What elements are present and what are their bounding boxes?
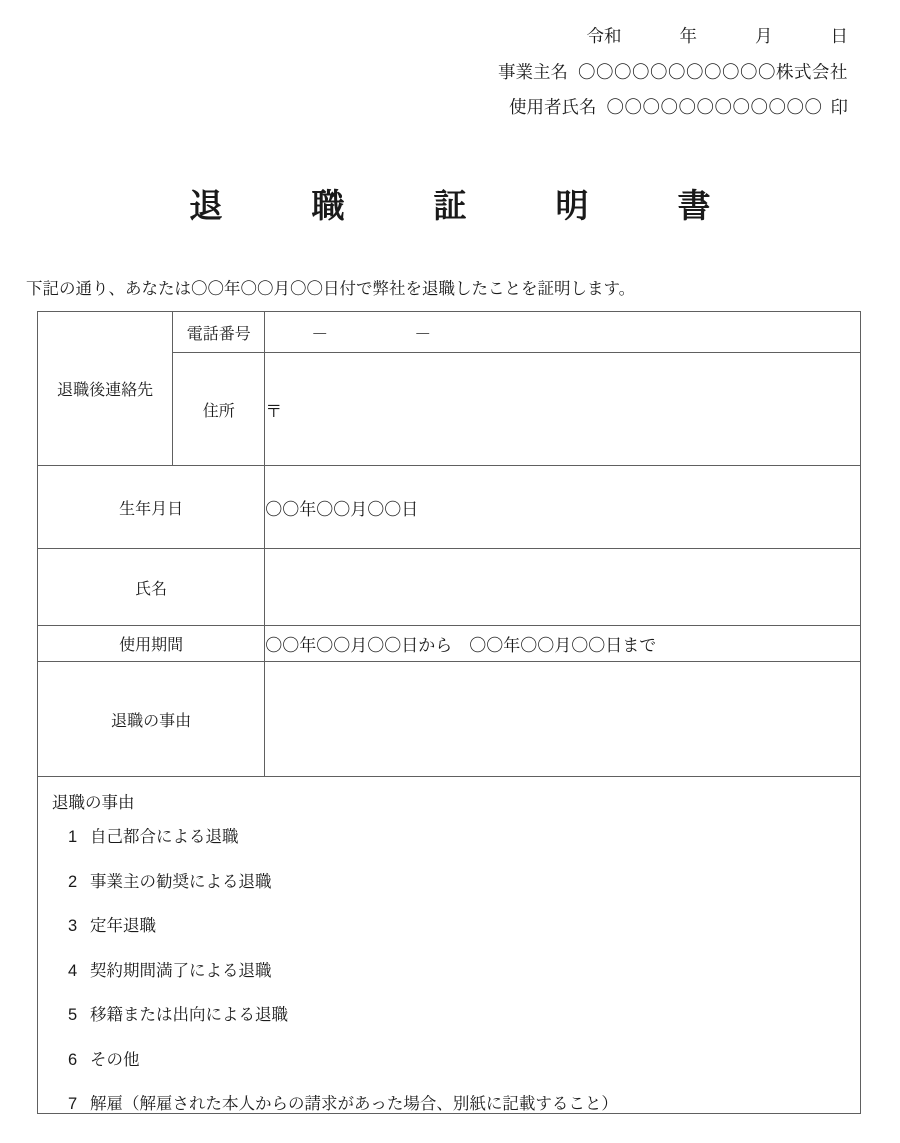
list-item-label: 定年退職 (90, 917, 156, 935)
user-name-label: 使用者氏名 (509, 97, 597, 117)
period-label-cell (38, 626, 265, 662)
reason-options-list (52, 829, 860, 1113)
employer-name-line (498, 61, 848, 82)
list-item-label: 解雇（解雇された本人からの請求があった場合、別紙に記載すること） (90, 1095, 618, 1113)
year-unit-label: 年 (679, 26, 697, 46)
list-item[interactable] (68, 829, 860, 846)
list-item[interactable] (68, 963, 860, 980)
period-value: 〇〇年〇〇月〇〇日から 〇〇年〇〇月〇〇日まで (265, 636, 657, 655)
table-row-period (38, 626, 861, 662)
list-item-number: 6 (68, 1050, 78, 1069)
birthdate-label-cell (38, 466, 265, 549)
postal-code-icon: 〒 (265, 401, 283, 421)
list-item-label: 契約期間満了による退職 (90, 961, 272, 980)
telephone-label: 電話番号 (186, 325, 251, 343)
list-item-number: 1 (68, 828, 78, 846)
telephone-separators (265, 320, 431, 345)
employer-name-label: 事業主名 (498, 61, 568, 82)
list-item-label: その他 (90, 1050, 140, 1069)
list-item[interactable] (68, 1052, 860, 1069)
list-item[interactable] (68, 1007, 860, 1024)
address-label-cell (173, 353, 265, 466)
table-row-reason-options (38, 777, 861, 1114)
date-line (587, 28, 849, 46)
employer-name-value: 〇〇〇〇〇〇〇〇〇〇〇株式会社 (578, 61, 848, 82)
table-row-birthdate (38, 466, 861, 549)
day-unit-label: 日 (830, 26, 848, 46)
birthdate-value: 〇〇年〇〇月〇〇日 (265, 499, 419, 519)
list-item-number: 2 (68, 872, 78, 891)
list-item[interactable] (68, 874, 860, 891)
reason-label: 退職の事由 (111, 712, 192, 730)
name-label-cell (38, 549, 265, 626)
list-item[interactable] (68, 918, 860, 935)
address-value-cell[interactable] (265, 353, 861, 466)
user-name-line (498, 99, 848, 117)
telephone-dash-1: － (311, 324, 329, 344)
era-name-label: 令和 (586, 26, 622, 46)
telephone-label-cell (173, 312, 265, 353)
page-title: 退 職 証 明 書 (189, 187, 739, 224)
table-row-name (38, 549, 861, 626)
list-item-label: 移籍または出向による退職 (90, 1006, 288, 1024)
reason-value-cell[interactable] (265, 662, 861, 777)
seal-mark: 印 (830, 97, 848, 117)
certificate-table (37, 311, 861, 1114)
reason-options-cell (38, 777, 861, 1114)
list-item-label: 事業主の勧奨による退職 (90, 872, 272, 891)
name-value-cell[interactable] (265, 549, 861, 626)
list-item-number: 7 (68, 1095, 78, 1113)
list-item-number: 5 (68, 1006, 78, 1024)
list-item-number: 3 (68, 917, 78, 935)
document-header (498, 28, 848, 117)
reason-label-cell (38, 662, 265, 777)
list-item-number: 4 (68, 961, 78, 980)
reason-options-box (38, 777, 860, 1113)
list-item[interactable] (68, 1096, 860, 1113)
contact-label: 退職後連絡先 (57, 382, 154, 399)
telephone-value-cell[interactable] (265, 312, 861, 353)
period-label: 使用期間 (119, 637, 184, 654)
reason-options-heading: 退職の事由 (52, 794, 135, 812)
contact-label-cell (38, 312, 173, 466)
table-row-reason (38, 662, 861, 777)
intro-statement: 下記の通り、あなたは〇〇年〇〇月〇〇日付で弊社を退職したことを証明します。 (26, 280, 636, 298)
name-label: 氏名 (135, 580, 168, 598)
address-label: 住所 (202, 402, 235, 420)
month-unit-label: 月 (755, 26, 773, 46)
birthdate-label: 生年月日 (119, 500, 184, 518)
table-row-telephone (38, 312, 861, 353)
birthdate-value-cell[interactable] (265, 466, 861, 549)
user-name-value: 〇〇〇〇〇〇〇〇〇〇〇〇 (606, 97, 823, 117)
telephone-dash-2: － (414, 324, 432, 344)
list-item-label: 自己都合による退職 (90, 828, 239, 846)
period-value-cell[interactable] (265, 626, 861, 662)
